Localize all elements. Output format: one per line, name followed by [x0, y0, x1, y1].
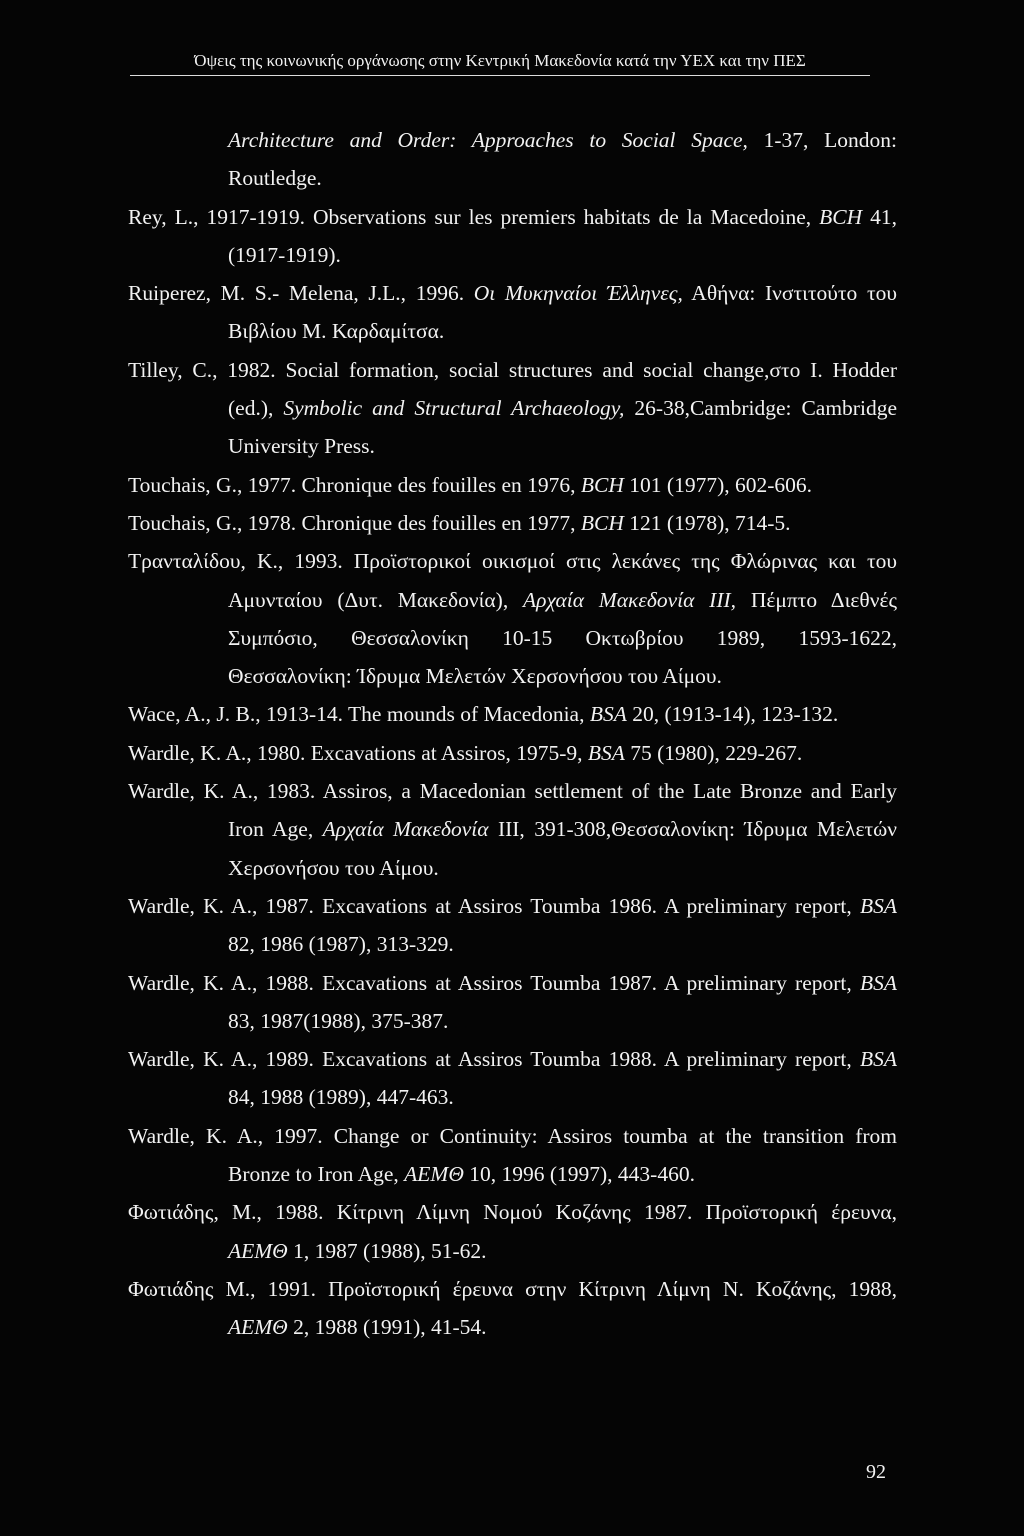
reference-entry	[0, 1040, 1024, 1117]
reference-text: Φωτιάδης, Μ., 1988. Κίτρινη Λίμνη Νομού Κοζάνης 1987. Προϊστορική έρευνα,	[128, 1200, 897, 1225]
reference-italic-title: Οι Μυκηναίοι Έλληνες,	[473, 281, 683, 306]
reference-text: Φωτιάδης Μ., 1991. Προϊστορική έρευνα στην Κίτρινη Λίμνη Ν. Κοζάνης, 1988,	[128, 1276, 897, 1301]
reference-italic-title: BSA	[589, 702, 627, 727]
reference-line	[228, 1078, 897, 1116]
reference-line	[228, 389, 897, 427]
reference-text: 20, (1913-14), 123-132.	[626, 702, 839, 727]
reference-text: Wardle, K. A., 1983. Assiros, a Macedonian settlement of the Late Bronze and Early	[128, 779, 897, 804]
reference-line	[228, 925, 897, 963]
reference-text: 1, 1987 (1988), 51-62.	[287, 1238, 487, 1263]
reference-line	[128, 542, 897, 580]
reference-line	[228, 657, 897, 695]
reference-text: 10, 1996 (1997), 443-460.	[463, 1162, 695, 1187]
reference-text: 101 (1977), 602-606.	[623, 472, 813, 497]
reference-text: Bronze to Iron Age,	[228, 1162, 405, 1187]
reference-entry	[0, 1193, 1024, 1270]
reference-text: Wardle, K. A., 1989. Excavations at Assiros Toumba 1988. A preliminary report,	[128, 1047, 860, 1072]
reference-text: Tilley, C., 1982. Social formation, social structures and social change,στο I. Hodder	[128, 357, 897, 382]
running-title: Όψεις της κοινωνικής οργάνωσης στην Κεντρική Μακεδονία κατά την ΥΕΧ και την ΠΕΣ	[194, 51, 806, 70]
reference-line	[228, 312, 897, 350]
reference-italic-title: ΑΕΜΘ	[404, 1162, 464, 1187]
reference-line	[128, 1117, 897, 1155]
reference-italic-title: ΑΕΜΘ	[228, 1315, 288, 1340]
reference-entry	[0, 1117, 1024, 1194]
reference-line	[128, 466, 897, 504]
reference-text: Wardle, K. A., 1988. Excavations at Assiros Toumba 1987. A preliminary report,	[128, 970, 860, 995]
reference-text: Iron Age,	[228, 817, 323, 842]
reference-text: 83, 1987(1988), 375-387.	[228, 1008, 449, 1033]
reference-italic-title: BSA	[859, 970, 897, 995]
reference-entry	[0, 121, 1024, 198]
reference-italic-title: BSA	[859, 1047, 897, 1072]
reference-italic-title: Αρχαία Μακεδονία	[322, 817, 489, 842]
reference-text: 41,	[862, 204, 898, 229]
reference-italic-title: BCH	[580, 472, 624, 497]
reference-text: ΙΙΙ, 391-308,Θεσσαλονίκη: Ίδρυμα Μελετών	[488, 817, 897, 842]
reference-text: Χερσονήσου του Αίμου.	[228, 855, 439, 880]
reference-line	[128, 504, 897, 542]
reference-entry	[0, 695, 1024, 733]
reference-entry	[0, 466, 1024, 504]
reference-text: Τρανταλίδου, Κ., 1993. Προϊστορικοί οικισμοί στις λεκάνες της Φλώρινας και του	[128, 549, 897, 574]
reference-text: 82, 1986 (1987), 313-329.	[228, 932, 454, 957]
reference-line	[128, 734, 897, 772]
reference-italic-title: ΑΕΜΘ	[228, 1238, 288, 1263]
reference-entry	[0, 887, 1024, 964]
reference-line	[128, 198, 897, 236]
reference-text: Touchais, G., 1978. Chronique des fouilles en 1977,	[128, 510, 581, 535]
reference-italic-title: Architecture and Order: Approaches to Social Space,	[228, 128, 748, 152]
reference-text: Wardle, K. A., 1980. Excavations at Assiros, 1975-9,	[128, 740, 588, 765]
reference-text: Συμπόσιο, Θεσσαλονίκη 10-15 Οκτωβρίου 1989, 1593-1622,	[228, 625, 897, 650]
reference-entry	[0, 198, 1024, 275]
reference-italic-title: BCH	[580, 510, 624, 535]
reference-text: (ed.),	[228, 396, 284, 421]
reference-text: Βιβλίου Μ. Καρδαμίτσα.	[228, 319, 445, 344]
reference-line	[228, 619, 897, 657]
reference-text: Ruiperez, M. S.- Melena, J.L., 1996.	[128, 281, 474, 306]
reference-line	[228, 581, 897, 619]
reference-entry	[0, 504, 1024, 542]
reference-italic-title: BCH	[819, 204, 863, 229]
reference-line	[228, 849, 897, 887]
bibliography-list	[0, 121, 1024, 1347]
reference-line	[228, 1308, 897, 1346]
header-rule	[130, 75, 870, 76]
reference-line	[128, 351, 897, 389]
reference-text: Wardle, K. A., 1997. Change or Continuity: Assiros toumba at the transition from	[128, 1123, 897, 1148]
reference-line	[228, 236, 897, 274]
reference-italic-title: BSA	[587, 740, 625, 765]
reference-line	[128, 274, 897, 312]
reference-text: 121 (1978), 714-5.	[623, 510, 791, 535]
reference-italic-title: BSA	[859, 893, 897, 918]
reference-text: Touchais, G., 1977. Chronique des fouilles en 1976,	[128, 472, 581, 497]
reference-entry	[0, 1270, 1024, 1347]
reference-line	[228, 1002, 897, 1040]
reference-line	[128, 964, 897, 1002]
reference-entry	[0, 542, 1024, 695]
reference-line	[128, 1040, 897, 1078]
reference-text: 1-37, London:	[747, 128, 897, 152]
reference-line	[128, 1193, 897, 1231]
reference-italic-title: Αρχαία Μακεδονία ΙΙΙ,	[523, 587, 737, 612]
reference-text: 84, 1988 (1989), 447-463.	[228, 1085, 454, 1110]
reference-entry	[0, 964, 1024, 1041]
reference-text: (1917-1919).	[228, 242, 341, 267]
reference-line	[228, 1155, 897, 1193]
reference-text: University Press.	[228, 434, 375, 459]
page-number: 92	[866, 1461, 886, 1483]
reference-text: Wardle, K. A., 1987. Excavations at Assiros Toumba 1986. A preliminary report,	[128, 893, 860, 918]
reference-line	[128, 1270, 897, 1308]
reference-text: 26-38,Cambridge: Cambridge	[624, 396, 897, 421]
reference-line	[128, 772, 897, 810]
reference-entry	[0, 274, 1024, 351]
reference-text: 2, 1988 (1991), 41-54.	[287, 1315, 487, 1340]
reference-entry	[0, 734, 1024, 772]
reference-text: Routledge.	[228, 166, 322, 191]
reference-entry	[0, 772, 1024, 887]
reference-line	[228, 810, 897, 848]
reference-line	[228, 1232, 897, 1270]
reference-line	[128, 695, 897, 733]
reference-text: Rey, L., 1917-1919. Observations sur les premiers habitats de la Macedoine,	[128, 204, 820, 229]
reference-text: Αμυνταίου (Δυτ. Μακεδονία),	[228, 587, 524, 612]
reference-text: Αθήνα: Ινστιτούτο του	[682, 281, 898, 306]
reference-line	[228, 159, 897, 197]
reference-text: Θεσσαλονίκη: Ίδρυμα Μελετών Χερσονήσου του Αίμου.	[228, 664, 722, 689]
reference-text: Wace, A., J. B., 1913-14. The mounds of Macedonia,	[128, 702, 590, 727]
reference-text: 75 (1980), 229-267.	[624, 740, 803, 765]
reference-entry	[0, 351, 1024, 466]
reference-line	[228, 121, 897, 159]
reference-line	[228, 427, 897, 465]
reference-italic-title: Symbolic and Structural Archaeology,	[283, 396, 625, 421]
reference-line	[128, 887, 897, 925]
reference-text: Πέμπτο Διεθνές	[736, 587, 897, 612]
